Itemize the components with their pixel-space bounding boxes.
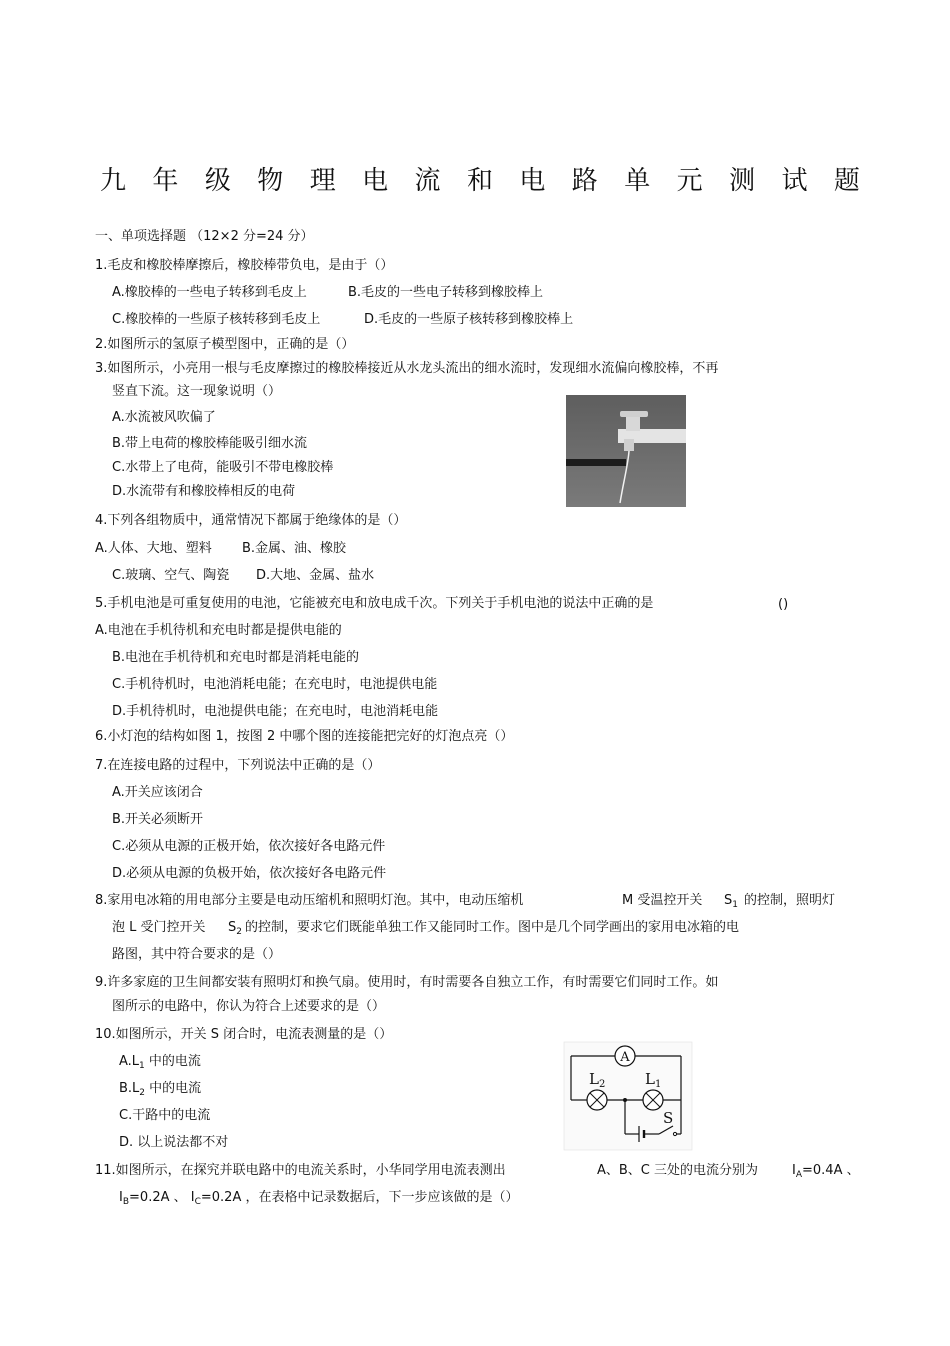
question-7-option-c: C.必须从电源的正极开始，依次接好各电路元件 xyxy=(112,839,386,854)
question-3-option-b: B.带上电荷的橡胶棒能吸引细水流 xyxy=(112,436,308,451)
page-title xyxy=(100,163,860,199)
title-char: 物 xyxy=(257,166,284,196)
question-8-line2-part3: 的控制，要求它们既能单独工作又能同时工作。图中是几个同学画出的家用电冰箱的电 xyxy=(245,920,740,935)
question-2-stem: 2.如图所示的氢原子模型图中，正确的是（） xyxy=(95,337,355,352)
title-char: 元 xyxy=(676,166,703,196)
lamp-l1-sub: 1 xyxy=(654,1079,662,1090)
question-10-option-d: D. 以上说法都不对 xyxy=(119,1135,229,1150)
title-char: 试 xyxy=(781,166,808,196)
lamp-l2-sub: 2 xyxy=(598,1079,606,1090)
title-char: 和 xyxy=(466,166,493,196)
question-11-line1-part3: $I_A=0.4A$ 、 xyxy=(792,1163,860,1180)
question-3-option-d: D.水流带有和橡胶棒相反的电荷 xyxy=(112,484,296,499)
question-11-line2: $I_B=0.2A$ 、 $I_C=0.2A$ ，在表格中记录数据后，下一步应该做的是（） xyxy=(119,1190,519,1207)
question-8-line2-part2: $S_2$ xyxy=(228,920,242,937)
question-7-option-d: D.必须从电源的负极开始，依次接好各电路元件 xyxy=(112,866,387,881)
question-3-option-a: A.水流被风吹偏了 xyxy=(112,410,216,425)
question-10-option-c: C.干路中的电流 xyxy=(119,1108,211,1123)
title-char: 级 xyxy=(204,166,231,196)
question-5-option-b: B.电池在手机待机和充电时都是消耗电能的 xyxy=(112,650,360,665)
question-7-stem: 7.在连接电路的过程中，下列说法中正确的是（） xyxy=(95,758,381,773)
title-char: 理 xyxy=(309,166,336,196)
title-char: 电 xyxy=(362,166,389,196)
question-5-option-d: D.手机待机时，电池提供电能；在充电时，电池消耗电能 xyxy=(112,704,439,719)
question-11-line1-part1: 11.如图所示，在探究并联电路中的电流关系时，小华同学用电流表测出 xyxy=(95,1163,506,1178)
question-4-option-c: C.玻璃、空气、陶瓷 xyxy=(112,568,230,583)
question-4-stem: 4.下列各组物质中，通常情况下都属于绝缘体的是（） xyxy=(95,513,407,528)
question-8-line3: 路图，其中符合要求的是（） xyxy=(112,947,282,962)
question-1-option-a: A.橡胶棒的一些电子转移到毛皮上 xyxy=(112,285,307,300)
question-9-line2: 图所示的电路中，你认为符合上述要求的是（） xyxy=(112,999,386,1014)
question-5-option-a: A.电池在手机待机和充电时都是提供电能的 xyxy=(95,623,342,638)
question-4-option-b: B.金属、油、橡胶 xyxy=(242,541,347,556)
question-1-option-c: C.橡胶棒的一些原子核转移到毛皮上 xyxy=(112,312,321,327)
question-11-line1-part2: A、B、C 三处的电流分别为 xyxy=(597,1163,759,1178)
question-3-stem-line2: 竖直下流。这一现象说明（） xyxy=(112,384,282,399)
question-4-option-d: D.大地、金属、盐水 xyxy=(256,568,375,583)
question-3-option-c: C.水带上了电荷，能吸引不带电橡胶棒 xyxy=(112,460,334,475)
question-10-stem: 10.如图所示，开关 S 闭合时，电流表测量的是（） xyxy=(95,1027,393,1042)
switch-label: S xyxy=(663,1109,674,1127)
question-1-option-d: D.毛皮的一些原子核转移到橡胶棒上 xyxy=(364,312,574,327)
question-8-line1-part3: $S_1$ xyxy=(724,893,738,910)
question-1-option-b: B.毛皮的一些电子转移到橡胶棒上 xyxy=(348,285,544,300)
question-8-line2-part1: 泡 L 受门控开关 xyxy=(112,920,206,935)
question-5-option-c: C.手机待机时，电池消耗电能；在充电时，电池提供电能 xyxy=(112,677,438,692)
question-1-stem: 1.毛皮和橡胶棒摩擦后，橡胶棒带负电，是由于（） xyxy=(95,258,394,273)
question-5-paren: () xyxy=(778,597,789,612)
question-10-circuit-diagram xyxy=(563,1040,695,1152)
section-heading: 一、单项选择题 （12×2 分=24 分） xyxy=(95,229,314,244)
question-6-stem: 6.小灯泡的结构如图 1，按图 2 中哪个图的连接能把完好的灯泡点亮（） xyxy=(95,729,514,744)
lamp-l1-letter: L xyxy=(645,1070,655,1088)
lamp-l2-letter: L xyxy=(589,1070,599,1088)
title-char: 年 xyxy=(152,166,179,196)
question-9-line1: 9.许多家庭的卫生间都安装有照明灯和换气扇。使用时，有时需要各自独立工作，有时需要它们同时工作。如 xyxy=(95,975,719,990)
title-char: 路 xyxy=(571,166,598,196)
ammeter-label: A xyxy=(620,1050,630,1065)
question-7-option-b: B.开关必须断开 xyxy=(112,812,204,827)
title-char: 题 xyxy=(833,166,860,196)
title-char: 测 xyxy=(729,166,756,196)
title-char: 流 xyxy=(414,166,441,196)
question-5-stem: 5.手机电池是可重复使用的电池，它能被充电和放电成千次。下列关于手机电池的说法中正确的是 xyxy=(95,596,654,611)
question-8-line1-part1: 8.家用电冰箱的用电部分主要是电动压缩机和照明灯泡。其中，电动压缩机 xyxy=(95,893,524,908)
question-4-option-a: A.人体、大地、塑料 xyxy=(95,541,212,556)
title-char: 九 xyxy=(100,166,127,196)
question-10-option-a: $A.L_1$ 中的电流 xyxy=(119,1054,201,1071)
question-3-stem-line1: 3.如图所示，小亮用一根与毛皮摩擦过的橡胶棒接近从水龙头流出的细水流时，发现细水流偏向橡胶棒，不再 xyxy=(95,361,719,376)
title-char: 电 xyxy=(519,166,546,196)
title-char: 单 xyxy=(624,166,651,196)
question-7-option-a: A.开关应该闭合 xyxy=(112,785,203,800)
faucet-water-stream-photo xyxy=(566,395,686,507)
question-8-line1-part2: M 受温控开关 xyxy=(622,893,703,908)
question-10-option-b: $B.L_2$ 中的电流 xyxy=(119,1081,202,1098)
question-8-line1-part4: 的控制，照明灯 xyxy=(744,893,836,908)
